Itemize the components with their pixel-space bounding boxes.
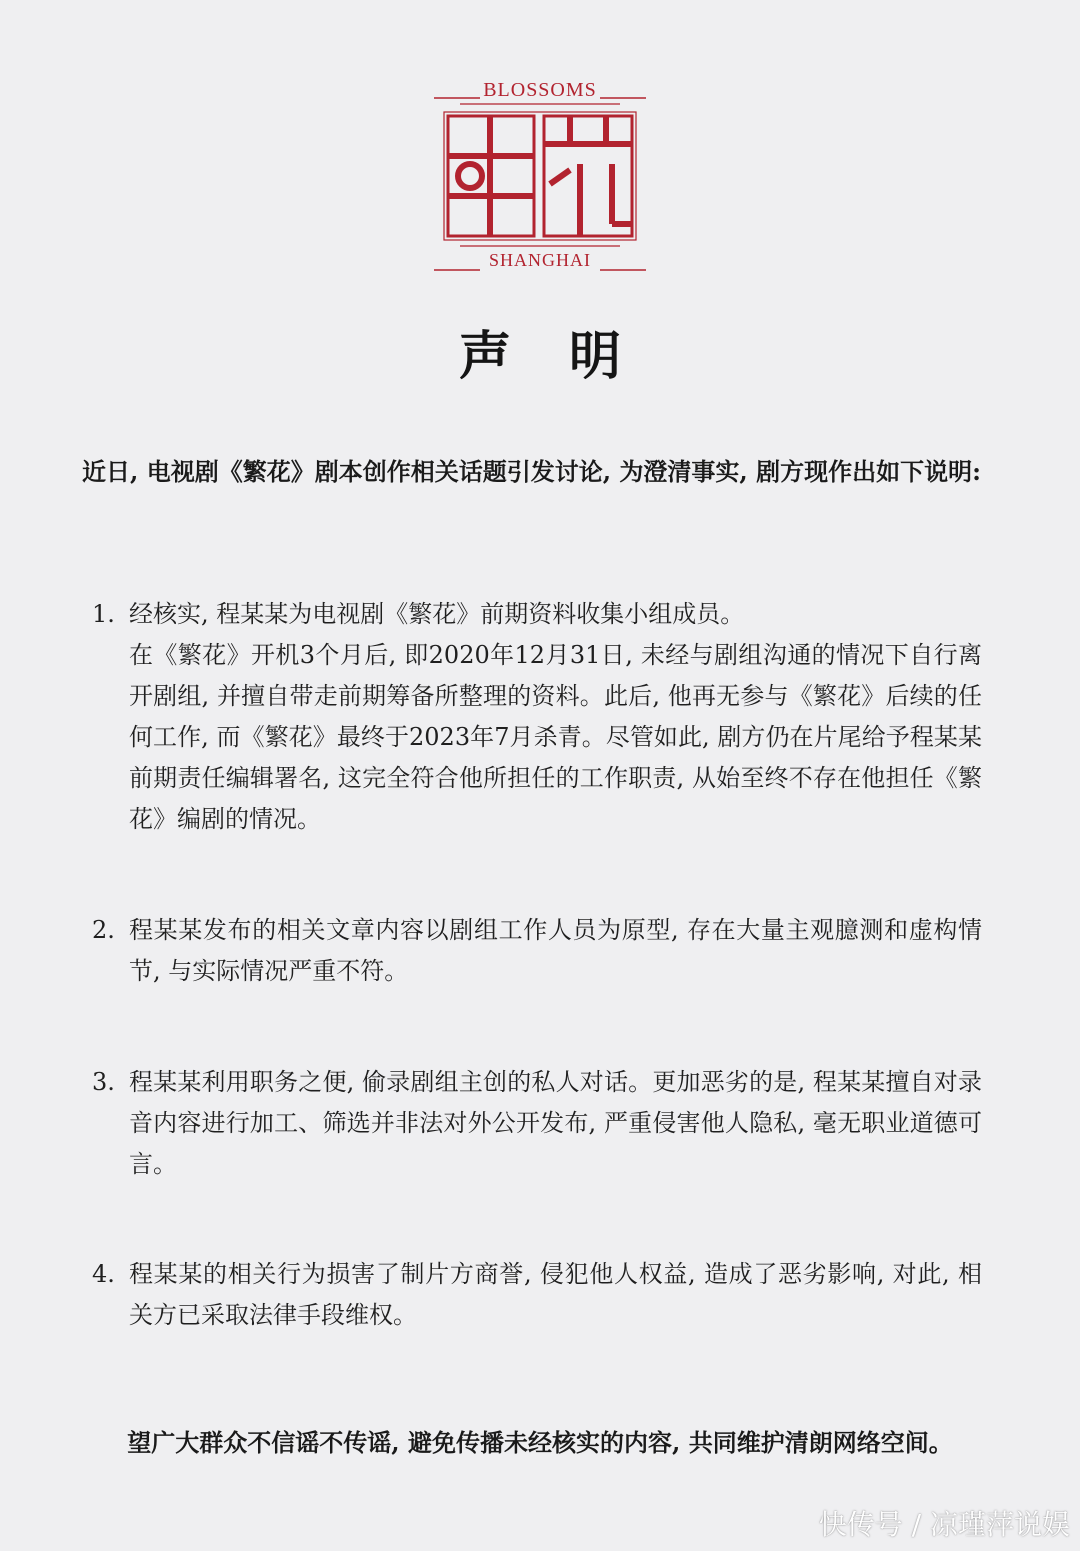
item-paragraph: 程某某的相关行为损害了制片方商誉, 侵犯他人权益, 造成了恶劣影响, 对此, 相关方已采取法律手段维权。 bbox=[129, 1260, 982, 1329]
item-number: 3. bbox=[92, 1068, 115, 1096]
item-paragraph: 程某某发布的相关文章内容以剧组工作人员为原型, 存在大量主观臆测和虚构情节, 与实际情况严重不符。 bbox=[129, 916, 982, 985]
item-body bbox=[129, 1062, 982, 1185]
item-body bbox=[129, 1254, 982, 1336]
item-paragraph: 程某某利用职务之便, 偷录剧组主创的私人对话。更加恶劣的是, 程某某擅自对录音内容进行加工、筛选并非法对外公开发布, 严重侵害他人隐私, 毫无职业道德可言。 bbox=[129, 1068, 982, 1178]
source-watermark: 快传号 / 凉瑾萍说娱 bbox=[818, 1508, 1070, 1541]
closing-statement: 望广大群众不信谣不传谣, 避免传播未经核实的内容, 共同维护清朗网络空间。 bbox=[127, 1428, 953, 1457]
item-number: 4. bbox=[92, 1260, 115, 1288]
statement-item-1 bbox=[92, 594, 982, 840]
item-paragraph: 经核实, 程某某为电视剧《繁花》前期资料收集小组成员。 bbox=[129, 600, 745, 628]
logo-graphic bbox=[430, 74, 650, 274]
logo-bottom-text: SHANGHAI bbox=[489, 250, 591, 270]
item-paragraph: 在《繁花》开机3个月后, 即2020年12月31日, 未经与剧组沟通的情况下自行离开剧组, 并擅自带走前期筹备所整理的资料。此后, 他再无参与《繁花》后续的任何工作, 而《繁花》最终于2023年7月杀青。尽管如此, 剧方仍在片尾给予程某某前期责任编辑署名, 这完全符合他所担任的工作职责, 从始至终不存在他担任《繁花》编剧的情况。 bbox=[129, 641, 982, 833]
blossoms-shanghai-logo bbox=[430, 74, 650, 274]
logo-top-text: BLOSSOMS bbox=[483, 79, 597, 101]
statement-item-2 bbox=[92, 910, 982, 992]
item-number: 2. bbox=[92, 916, 115, 944]
page-title: 声明 bbox=[458, 326, 679, 387]
item-body bbox=[129, 594, 982, 840]
item-number: 1. bbox=[92, 600, 115, 628]
statement-item-4 bbox=[92, 1254, 982, 1336]
statement-item-3 bbox=[92, 1062, 982, 1185]
item-body bbox=[129, 910, 982, 992]
intro-paragraph: 近日, 电视剧《繁花》剧本创作相关话题引发讨论, 为澄清事实, 剧方现作出如下说明: bbox=[82, 457, 981, 486]
